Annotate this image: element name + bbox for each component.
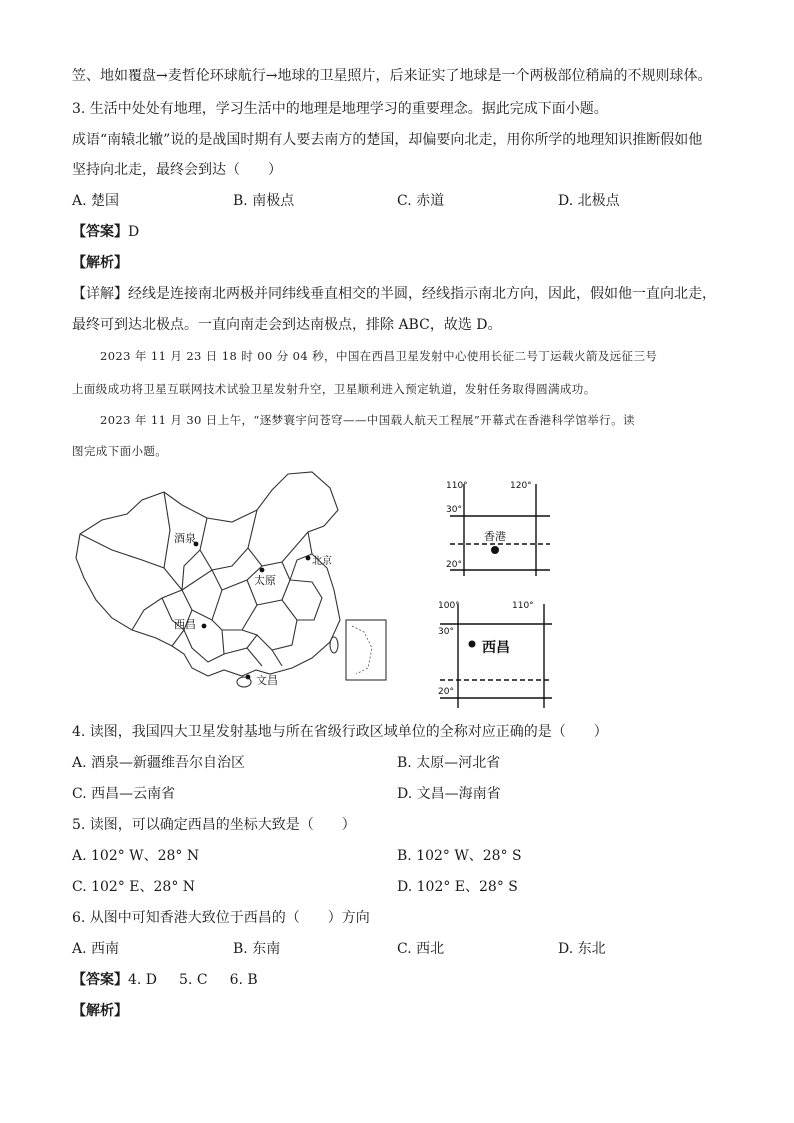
- hk-city-label: 香港: [484, 530, 506, 543]
- q3-option-c: C. 赤道: [397, 193, 445, 209]
- china-outline: [76, 472, 340, 676]
- beijing-dot: [306, 556, 311, 561]
- xc-lat-top: 30°: [438, 627, 454, 637]
- hk-lat-bottom: 20°: [446, 560, 462, 570]
- city-wenchang: 文昌: [256, 674, 278, 687]
- answer-q4: 4. D: [128, 972, 158, 988]
- q3-option-a: A. 楚国: [72, 193, 120, 209]
- analysis-label-2: 【解析】: [72, 1003, 128, 1019]
- q6-option-a: A. 西南: [72, 941, 120, 957]
- q6-option-b: B. 东南: [233, 941, 281, 957]
- south-sea-boundary: [352, 626, 372, 674]
- q3-stem: 3. 生活中处处有地理，学习生活中的地理是地理学习的重要理念。据此完成下面小题。: [72, 101, 608, 117]
- q3-detail-line2: 最终可到达北极点。一直向南走会到达南极点，排除 ABC，故选 D。: [72, 317, 502, 333]
- hk-lat-top: 30°: [446, 505, 462, 515]
- hk-dot: [491, 546, 499, 554]
- q3-body-line1: 成语“南辕北辙”说的是战国时期有人要去南方的楚国，却偏要向北走，用你所学的地理知识推断假如他: [72, 132, 703, 148]
- q5-stem: 5. 读图，可以确定西昌的坐标大致是（ ）: [72, 817, 356, 833]
- answer-value: D: [128, 224, 140, 240]
- q5-option-a: A. 102° W、28° N: [72, 848, 200, 864]
- xc-lat-bottom: 20°: [438, 687, 454, 697]
- hk-lon-right: 120°: [510, 481, 532, 491]
- q4-stem: 4. 读图，我国四大卫星发射基地与所在省级行政区域单位的全称对应正确的是（ ）: [72, 724, 608, 740]
- xc-lon-right: 110°: [512, 601, 534, 611]
- city-beijing: 北京: [312, 556, 332, 567]
- q6-stem: 6. 从图中可知香港大致位于西昌的（ ）方向: [72, 910, 370, 926]
- answer-label: 【答案】: [72, 972, 128, 988]
- q4-option-d: D. 文昌—海南省: [397, 786, 501, 802]
- hk-lon-left: 110°: [446, 481, 468, 491]
- q5-option-d: D. 102° E、28° S: [397, 879, 518, 895]
- city-jiuquan: 酒泉: [174, 532, 196, 545]
- answer-q5: 5. C: [179, 972, 208, 988]
- city-taiyuan: 太原: [254, 574, 276, 587]
- wenchang-dot: [246, 675, 251, 680]
- answer-q6: 6. B: [229, 972, 258, 988]
- material-p2-line1: 2023 年 11 月 30 日上午，“逐梦寰宇问苍穹——中国载人航天工程展”开幕式在香港科学馆举行。读: [100, 413, 635, 427]
- xc-dot: [469, 641, 476, 648]
- q4-option-a: A. 酒泉—新疆维吾尔自治区: [72, 755, 246, 771]
- xichang-grid-figure: [436, 598, 556, 710]
- material-p2-line2: 图完成下面小题。: [72, 444, 168, 458]
- q4-option-b: B. 太原—河北省: [397, 755, 501, 771]
- taiyuan-dot: [260, 568, 265, 573]
- answer-label: 【答案】: [72, 224, 128, 240]
- xc-lon-left: 100°: [438, 601, 460, 611]
- q3-analysis-label: 【解析】: [72, 255, 128, 271]
- q6-option-d: D. 东北: [558, 941, 606, 957]
- material-p1-line2: 上面级成功将卫星互联网技术试验卫星发射升空，卫星顺利进入预定轨道，发射任务取得圆满成功。: [72, 382, 596, 396]
- taiwan-island: [330, 637, 338, 653]
- intro-tail: 笠、地如覆盘→麦哲伦环球航行→地球的卫星照片，后来证实了地球是一个两极部位稍扁的不规则球体。: [72, 68, 712, 84]
- south-sea-inset: [346, 620, 386, 680]
- q4-option-c: C. 西昌—云南省: [72, 786, 176, 802]
- q6-option-c: C. 西北: [397, 941, 445, 957]
- q3-answer: [72, 222, 139, 242]
- q3-detail-line1: 【详解】经线是连接南北两极并同纬线垂直相交的半圆，经线指示南北方向，因此，假如他一直向北走，: [72, 286, 716, 302]
- q5-option-c: C. 102° E、28° N: [72, 879, 196, 895]
- xc-city-label: 西昌: [482, 640, 510, 656]
- hongkong-grid-figure: [436, 478, 556, 578]
- q5-option-b: B. 102° W、28° S: [397, 848, 522, 864]
- answers-4-6: [72, 970, 258, 990]
- q3-body-line2: 坚持向北走，最终会到达（ ）: [72, 162, 282, 178]
- material-p1-line1: 2023 年 11 月 23 日 18 时 00 分 04 秒，中国在西昌卫星发射中心使用长征二号丁运载火箭及远征三号: [100, 349, 658, 363]
- q3-option-d: D. 北极点: [558, 193, 620, 209]
- city-xichang: 西昌: [174, 618, 196, 631]
- q3-option-b: B. 南极点: [233, 193, 295, 209]
- china-map-figure: [72, 470, 432, 690]
- xichang-dot: [202, 624, 207, 629]
